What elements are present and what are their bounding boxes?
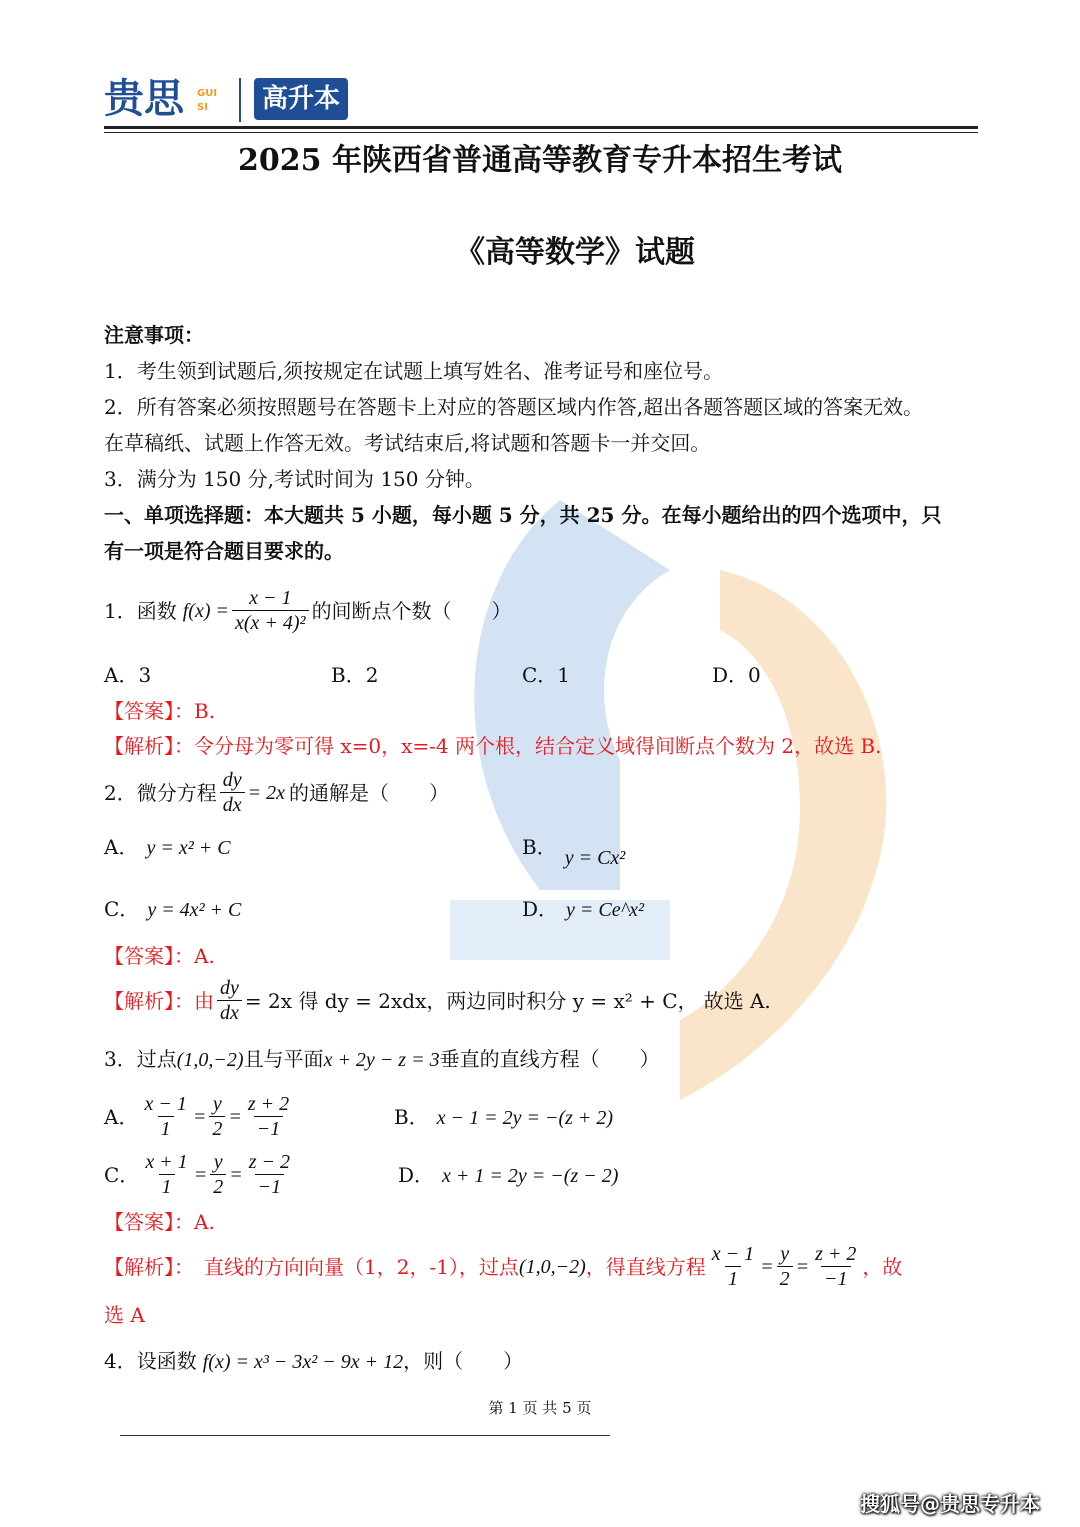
q2-option-b-label: B． <box>522 835 557 859</box>
q3-an-den-2: 2 <box>777 1266 793 1291</box>
q3-analysis-pre: 直线的方向向量（1，2，-1），过点 <box>204 1254 519 1279</box>
q3-option-a-label: A． <box>104 1104 139 1129</box>
q1-suffix: 的间断点个数（ ） <box>311 598 512 623</box>
notice-item-3: 3．满分为 150 分,考试时间为 150 分钟。 <box>104 467 485 491</box>
q4-suffix: ，则（ ） <box>403 1349 524 1373</box>
q3-an-eq-1: = <box>760 1255 774 1278</box>
q2-option-c-label: C． <box>104 897 140 921</box>
q3-c-num-3: z − 2 <box>248 1151 290 1173</box>
page-subtitle: 《高等数学》试题 <box>455 235 695 270</box>
q4-function: f(x) = x³ − 3x² − 9x + 12 <box>202 1351 404 1373</box>
q3-c-frac-3 <box>246 1150 293 1199</box>
q3-an-den-1: 1 <box>725 1266 741 1291</box>
page-number: 第 1 页 共 5 页 <box>488 1399 592 1417</box>
q3-analysis <box>104 1242 902 1291</box>
q2-option-d-expr: y = Ce^x² <box>566 899 644 921</box>
q3-c-frac-1 <box>142 1150 190 1199</box>
q3-a-den-2: 2 <box>209 1116 225 1141</box>
q3-c-eq-2: = <box>229 1163 243 1186</box>
q1-answer <box>104 698 215 724</box>
question-1 <box>104 586 512 635</box>
q3-option-c-label: C． <box>104 1162 140 1187</box>
q1-analysis-label: 【解析】： <box>104 734 194 758</box>
q3-option-b-label: B． <box>394 1105 429 1129</box>
q1-option-d: D．0 <box>712 663 761 687</box>
q2-option-c <box>104 896 241 923</box>
q1-fraction <box>232 586 309 635</box>
footer-rule <box>120 1435 610 1436</box>
q1-option-a: A．3 <box>104 663 152 687</box>
q2-option-a <box>104 834 231 861</box>
page-title: 2025 年陕西省普通高等教育专升本招生考试 <box>238 143 842 178</box>
q3-an-num-1: x − 1 <box>711 1243 755 1265</box>
question-2 <box>104 768 449 817</box>
q2-option-a-expr: y = x² + C <box>146 837 231 859</box>
q2-answer-value: A. <box>194 944 215 968</box>
logo-box <box>254 78 348 120</box>
q3-c-num-2: y <box>213 1151 223 1173</box>
q3-option-d-expr: x + 1 = 2y = −(z − 2) <box>442 1165 619 1187</box>
q2-option-a-label: A． <box>104 835 139 859</box>
q1-prefix: 1．函数 <box>104 598 177 623</box>
q1-analysis-text: 令分母为零可得 x=0，x=-4 两个根，结合定义域得间断点个数为 2，故选 B. <box>194 734 882 758</box>
q3-an-eq-2: = <box>795 1255 810 1278</box>
q2-option-d-label: D． <box>522 897 559 921</box>
notice-item-2-cont: 在草稿纸、试题上作答无效。考试结束后,将试题和答题卡一并交回。 <box>104 431 711 455</box>
question-3 <box>104 1046 660 1073</box>
q2-analysis-end: 故选 A. <box>703 988 771 1013</box>
q3-a-num-3: z + 2 <box>247 1093 290 1115</box>
q3-option-b-expr: x − 1 = 2y = −(z + 2) <box>436 1107 614 1129</box>
q2-suffix: 的通解是（ ） <box>289 780 449 805</box>
q3-a-frac-1 <box>141 1092 189 1141</box>
watermark-blue-arc <box>474 500 670 890</box>
q3-a-num-2: y <box>212 1093 222 1115</box>
q3-a-num-1: x − 1 <box>144 1093 187 1115</box>
logo-small-text-1: GUI <box>197 88 218 99</box>
q3-an-frac-3 <box>812 1242 859 1291</box>
q3-option-d-label: D． <box>398 1163 435 1187</box>
q2-answer-label: 【答案】： <box>104 944 194 968</box>
q2-analysis-fraction <box>217 976 242 1025</box>
q3-a-den-1: 1 <box>158 1116 174 1141</box>
q3-answer-value: A. <box>194 1210 215 1234</box>
q2-numerator: dy <box>222 769 242 791</box>
q1-answer-label: 【答案】： <box>104 699 194 723</box>
header-rule-thin <box>104 132 978 133</box>
q2-prefix: 2．微分方程 <box>104 780 217 805</box>
q1-analysis <box>104 733 882 759</box>
q2-analysis-mid: = 2x 得 dy = 2xdx，两边同时积分 y = x² + C， <box>244 988 698 1013</box>
q2-answer <box>104 943 215 969</box>
q1-denominator: x(x + 4)² <box>232 610 309 635</box>
q1-option-b: B．2 <box>331 663 379 687</box>
q2-equation: = 2x <box>247 781 285 804</box>
q2-analysis <box>104 976 771 1025</box>
q3-a-eq-2: = <box>228 1105 242 1128</box>
q1-option-c: C．1 <box>522 663 571 687</box>
logo-main-text: 贵思 <box>104 76 184 122</box>
q3-c-den-2: 2 <box>210 1174 226 1199</box>
q3-point: (1,0,−2) <box>176 1049 244 1071</box>
q2-analysis-label: 【解析】： <box>104 988 194 1013</box>
logo-small-text-2: SI <box>197 102 208 113</box>
watermark-logo <box>420 460 940 1140</box>
q2-option-d <box>522 896 644 923</box>
logo-box-text: 高升本 <box>262 84 341 114</box>
brand-logo <box>104 76 354 124</box>
q4-prefix: 4．设函数 <box>104 1349 197 1373</box>
q3-prefix: 3．过点 <box>104 1047 177 1071</box>
q2-analysis-pre: 由 <box>194 988 214 1013</box>
q1-func: f(x) = <box>182 599 229 622</box>
notice-item-1: 1．考生领到试题后,须按规定在试题上填写姓名、准考证号和座位号。 <box>104 359 724 383</box>
q3-a-eq-1: = <box>192 1105 207 1128</box>
q2-option-b-expr: y = Cx² <box>564 847 626 869</box>
notice-item-2: 2．所有答案必须按照题号在答题卡上对应的答题区域内作答,超出各题答题区域的答案无效。 <box>104 395 924 419</box>
q3-a-den-3: −1 <box>254 1116 284 1141</box>
source-credit: 搜狐号@贵思专升本 <box>860 1492 1040 1516</box>
q3-answer <box>104 1209 215 1235</box>
q3-a-frac-2 <box>209 1092 225 1141</box>
q3-option-d <box>398 1162 618 1189</box>
q2-denominator: dx <box>220 792 245 817</box>
q2-analysis-denominator: dx <box>217 1000 242 1025</box>
question-4 <box>104 1348 523 1375</box>
q3-plane: x + 2y − z = 3 <box>323 1049 440 1071</box>
q3-a-frac-3 <box>245 1092 292 1141</box>
q3-suffix: 垂直的直线方程（ ） <box>439 1047 660 1071</box>
q3-an-den-3: −1 <box>821 1266 851 1291</box>
q3-c-num-1: x + 1 <box>145 1151 188 1173</box>
section-heading-line-2: 有一项是符合题目要求的。 <box>104 539 344 563</box>
q1-answer-value: B. <box>194 699 216 723</box>
q3-analysis-line-2: 选 A <box>104 1303 145 1327</box>
q3-analysis-point: (1,0,−2) <box>518 1255 586 1278</box>
q3-analysis-label: 【解析】： <box>104 1254 194 1279</box>
q3-an-frac-1 <box>709 1242 757 1291</box>
q2-analysis-numerator: dy <box>220 977 239 999</box>
q1-numerator: x − 1 <box>249 587 292 609</box>
q3-c-den-3: −1 <box>255 1174 285 1199</box>
header-rule <box>104 126 978 129</box>
q3-analysis-mid: ，得直线方程 <box>585 1254 706 1279</box>
q3-an-num-2: y <box>780 1243 790 1265</box>
q3-option-c <box>104 1150 296 1199</box>
q3-option-a <box>104 1092 295 1141</box>
q3-an-frac-2 <box>777 1242 793 1291</box>
q2-option-b <box>522 834 626 869</box>
q3-c-eq-1: = <box>193 1163 208 1186</box>
q3-c-den-1: 1 <box>159 1174 175 1199</box>
q3-mid: 且与平面 <box>243 1047 324 1071</box>
logo-divider <box>239 78 241 122</box>
notice-heading: 注意事项： <box>104 323 204 347</box>
q2-option-c-expr: y = 4x² + C <box>147 899 242 921</box>
q3-an-num-3: z + 2 <box>815 1243 857 1265</box>
section-heading-line-1: 一、单项选择题：本大题共 5 小题，每小题 5 分，共 25 分。在每小题给出的四个选项中，只 <box>104 503 942 527</box>
q3-analysis-end: ，故 <box>862 1254 903 1279</box>
q2-fraction <box>220 768 245 817</box>
q3-c-frac-2 <box>210 1150 226 1199</box>
q3-answer-label: 【答案】： <box>104 1210 194 1234</box>
q3-option-b <box>394 1104 613 1131</box>
